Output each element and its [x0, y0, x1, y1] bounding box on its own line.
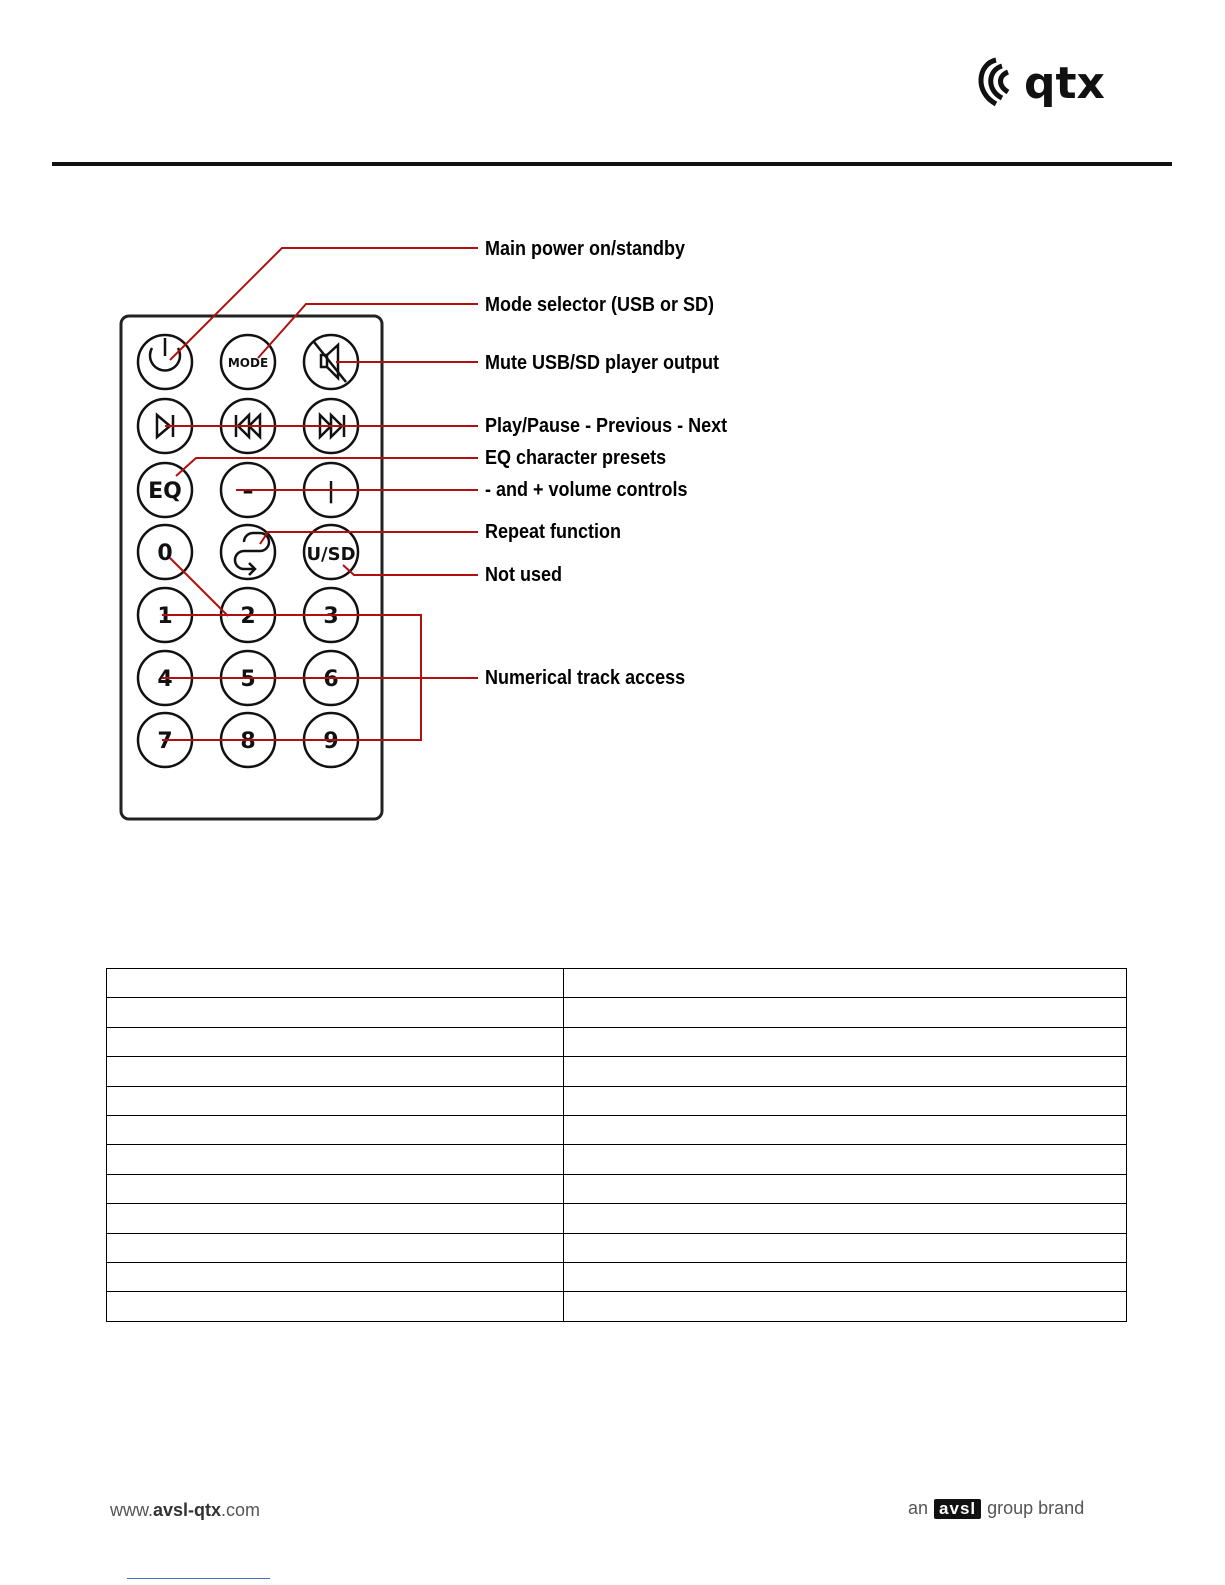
remote-label-digit-7: 7 — [157, 729, 173, 754]
url-prefix: www. — [110, 1500, 154, 1520]
remote-diagram — [0, 200, 1225, 840]
table-cell — [107, 1233, 564, 1262]
callout-numerical: Numerical track access — [485, 667, 686, 689]
url-suffix: .com — [221, 1500, 261, 1520]
table-cell — [107, 1262, 564, 1291]
remote-label-digit-1: 1 — [157, 604, 173, 629]
remote-label-digit-2: 2 — [240, 604, 256, 629]
table-row — [107, 1174, 1127, 1203]
remote-label-volume-up: | — [326, 479, 336, 504]
callout-not-used: Not used — [485, 564, 563, 586]
table-cell — [564, 1204, 1127, 1233]
avsl-logo: avsl — [934, 1499, 981, 1519]
callout-power: Main power on/standby — [485, 238, 686, 260]
table-cell — [564, 1057, 1127, 1086]
table-cell — [564, 1086, 1127, 1115]
remote-label-digit-0: 0 — [157, 541, 173, 566]
table-cell — [564, 1115, 1127, 1144]
remote-label-digit-5: 5 — [240, 667, 256, 692]
logo-text: qtx — [1024, 58, 1105, 109]
footer-brand — [908, 1498, 1084, 1519]
remote-label-usd: U/SD — [306, 544, 356, 565]
remote-label-digit-4: 4 — [157, 667, 173, 692]
table-row — [107, 969, 1127, 998]
table-row — [107, 1115, 1127, 1144]
table-row — [107, 998, 1127, 1027]
table-row — [107, 1145, 1127, 1174]
table-row — [107, 1204, 1127, 1233]
table-cell — [564, 1233, 1127, 1262]
table-row — [107, 1233, 1127, 1262]
remote-label-digit-9: 9 — [323, 729, 339, 754]
callout-mute: Mute USB/SD player output — [485, 352, 720, 374]
header-rule — [52, 162, 1172, 166]
callout-eq: EQ character presets — [485, 447, 667, 469]
table-cell — [107, 1174, 564, 1203]
table-cell — [564, 1174, 1127, 1203]
remote-label-digit-8: 8 — [240, 729, 256, 754]
table-cell — [564, 1262, 1127, 1291]
remote-label-volume-down: – — [242, 479, 254, 504]
qtx-logo — [966, 52, 1116, 114]
remote-label-mode: MODE — [227, 356, 269, 370]
table-row — [107, 1057, 1127, 1086]
table-cell — [107, 1057, 564, 1086]
table-cell — [107, 1027, 564, 1056]
table-cell — [564, 1292, 1127, 1321]
footer-url — [110, 1500, 260, 1521]
table-cell — [107, 998, 564, 1027]
table-row — [107, 1262, 1127, 1291]
table-cell — [107, 969, 564, 998]
callout-volume: - and + volume controls — [485, 479, 688, 501]
table-cell — [107, 1086, 564, 1115]
remote-label-digit-3: 3 — [323, 604, 339, 629]
table-cell — [564, 1027, 1127, 1056]
table-cell — [564, 969, 1127, 998]
remote-label-digit-6: 6 — [323, 667, 339, 692]
callout-transport: Play/Pause - Previous - Next — [485, 415, 728, 437]
table-cell — [107, 1115, 564, 1144]
callout-repeat: Repeat function — [485, 521, 622, 543]
brand-suffix: group brand — [987, 1498, 1085, 1518]
table-cell — [564, 1145, 1127, 1174]
table-row — [107, 1292, 1127, 1321]
brand-prefix: an — [908, 1498, 929, 1518]
bottom-link-underline — [127, 1578, 270, 1579]
table-cell — [107, 1204, 564, 1233]
remote-label-eq: EQ — [148, 479, 182, 504]
table-cell — [107, 1292, 564, 1321]
table-row — [107, 1027, 1127, 1056]
table-cell — [564, 998, 1127, 1027]
spec-table — [106, 968, 1127, 1322]
table-cell — [107, 1145, 564, 1174]
table-row — [107, 1086, 1127, 1115]
callout-mode: Mode selector (USB or SD) — [485, 294, 715, 316]
url-domain: avsl-qtx — [153, 1500, 222, 1520]
qtx-logo-mark — [966, 52, 1116, 114]
